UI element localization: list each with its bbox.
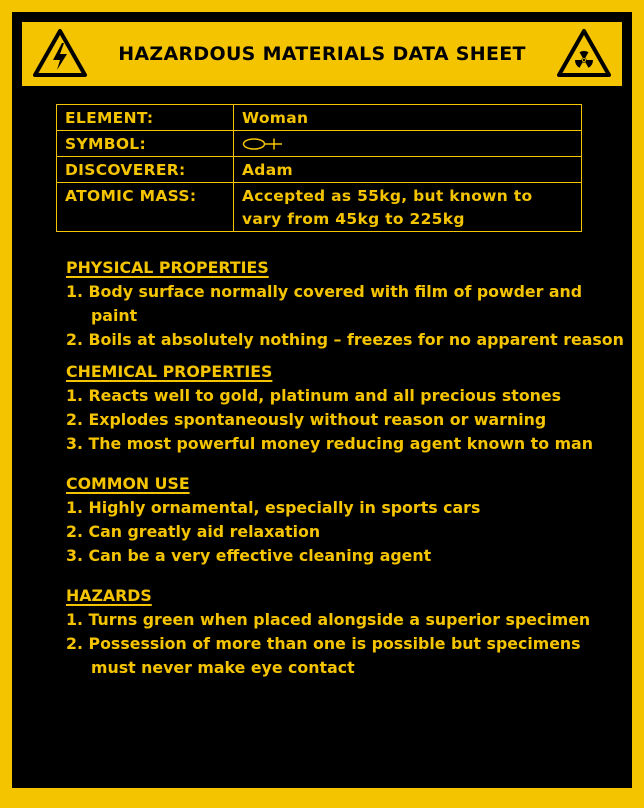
list-item: 1. Highly ornamental, especially in sports cars [66, 498, 481, 517]
element-info-table [56, 104, 582, 232]
page-title: HAZARDOUS MATERIALS DATA SHEET [118, 43, 526, 65]
table-row [57, 131, 582, 157]
section-physical-properties [66, 256, 626, 352]
header-banner [22, 22, 622, 86]
section-title: CHEMICAL PROPERTIES [66, 362, 273, 381]
list-item: 3. The most powerful money reducing agent known to man [66, 434, 593, 453]
list-item: 1. Turns green when placed alongside a superior specimen [66, 610, 591, 629]
element-value: Woman [234, 105, 582, 131]
list-item: 2. Boils at absolutely nothing – freezes for no apparent reason [66, 330, 624, 349]
radiation-warning-icon [556, 28, 612, 78]
atomic-mass-key: ATOMIC MASS: [57, 183, 234, 232]
element-key: ELEMENT: [57, 105, 234, 131]
symbol-value [234, 131, 582, 157]
section-title: HAZARDS [66, 586, 152, 605]
discoverer-key: DISCOVERER: [57, 157, 234, 183]
list-item: 3. Can be a very effective cleaning agent [66, 546, 432, 565]
section-title: COMMON USE [66, 474, 190, 493]
properties-content [66, 256, 626, 680]
symbol-key: SYMBOL: [57, 131, 234, 157]
list-item: 1. Reacts well to gold, platinum and all precious stones [66, 386, 562, 405]
list-item: 2. Possession of more than one is possible but specimens must never make eye contact [66, 634, 581, 677]
list-item: 1. Body surface normally covered with film of powder and paint [66, 282, 583, 325]
list-item: 2. Explodes spontaneously without reason or warning [66, 410, 547, 429]
table-row [57, 105, 582, 131]
data-sheet [12, 12, 632, 788]
section-title: PHYSICAL PROPERTIES [66, 258, 269, 277]
ellipse-plus-symbol-icon [242, 136, 286, 152]
section-hazards [66, 584, 626, 680]
table-row [57, 183, 582, 232]
atomic-mass-value: Accepted as 55kg, but known to vary from 45kg to 225kg [234, 183, 582, 232]
section-chemical-properties [66, 360, 626, 456]
table-row [57, 157, 582, 183]
section-common-use [66, 472, 626, 568]
list-item: 2. Can greatly aid relaxation [66, 522, 321, 541]
discoverer-value: Adam [234, 157, 582, 183]
